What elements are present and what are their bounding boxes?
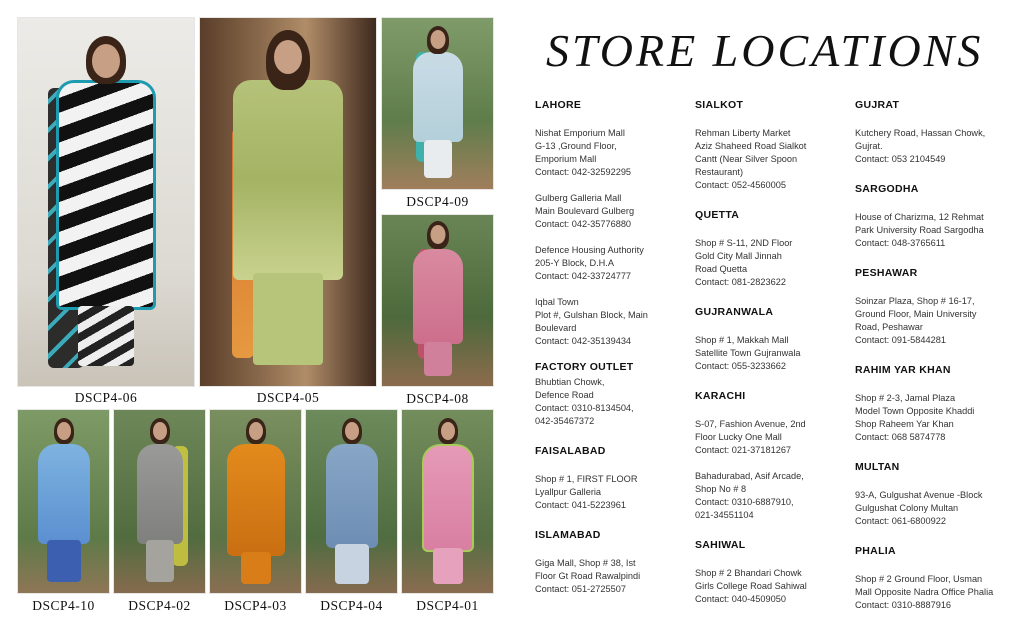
- store-entry: [695, 127, 845, 192]
- address-line: Defence Road: [535, 390, 594, 400]
- contact-line: Contact: 041-5223961: [535, 500, 626, 510]
- store-entry: [855, 295, 1005, 347]
- address-line: Road Quetta: [695, 264, 748, 274]
- city-heading-lahore: LAHORE: [535, 99, 582, 111]
- product-photo-dscp4-04[interactable]: [305, 409, 398, 594]
- contact-line: Contact: 068 5874778: [855, 432, 946, 442]
- address-line: Girls College Road Sahiwal: [695, 581, 807, 591]
- product-photo-dscp4-05[interactable]: [199, 17, 377, 387]
- product-code-dscp4-01: DSCP4-01: [416, 598, 479, 613]
- address-line: Soinzar Plaza, Shop # 16-17,: [855, 296, 975, 306]
- city-heading-rahim-yar-khan: RAHIM YAR KHAN: [855, 364, 951, 376]
- contact-line: 042-35467372: [535, 416, 595, 426]
- city-heading-faisalabad: FAISALABAD: [535, 445, 606, 457]
- store-entry: [695, 567, 845, 606]
- address-line: Iqbal Town: [535, 297, 579, 307]
- contact-line: Contact: 021-37181267: [695, 445, 792, 455]
- address-line: Plot #, Gulshan Block, Main: [535, 310, 648, 320]
- store-column-1: [535, 99, 685, 609]
- address-line: Gulberg Galleria Mall: [535, 193, 622, 203]
- address-line: Park University Road Sargodha: [855, 225, 984, 235]
- address-line: Shop # 1, FIRST FLOOR: [535, 474, 638, 484]
- store-entry: [695, 418, 845, 457]
- store-entry: [695, 237, 845, 289]
- store-entry: [535, 244, 685, 283]
- contact-line: Contact: 053 2104549: [855, 154, 946, 164]
- store-entry: [855, 127, 1005, 166]
- address-line: Shop # 1, Makkah Mall: [695, 335, 789, 345]
- contact-line: Contact: 042-35139434: [535, 336, 632, 346]
- product-code-dscp4-09: DSCP4-09: [406, 194, 469, 209]
- address-line: Restaurant): [695, 167, 744, 177]
- store-column-2: [695, 99, 845, 619]
- contact-line: Contact: 042-33724777: [535, 271, 632, 281]
- address-line: Rehman Liberty Market: [695, 128, 791, 138]
- address-line: Gulgushat Colony Multan: [855, 503, 959, 513]
- address-line: G-13 ,Ground Floor,: [535, 141, 617, 151]
- address-line: Defence Housing Authority: [535, 245, 644, 255]
- contact-line: Contact: 052-4560005: [695, 180, 786, 190]
- contact-line: Contact: 042-32592295: [535, 167, 632, 177]
- product-photo-dscp4-01[interactable]: [401, 409, 494, 594]
- store-entry: [695, 470, 845, 522]
- city-heading-sargodha: SARGODHA: [855, 183, 919, 195]
- address-line: Gujrat.: [855, 141, 883, 151]
- store-entry: [535, 296, 685, 348]
- product-code-dscp4-05: DSCP4-05: [256, 390, 320, 405]
- contact-line: 021-34551104: [695, 510, 754, 520]
- store-entry: [855, 211, 1005, 250]
- product-code-dscp4-04: DSCP4-04: [320, 598, 383, 613]
- product-code-dscp4-02: DSCP4-02: [128, 598, 191, 613]
- address-line: Model Town Opposite Khaddi: [855, 406, 975, 416]
- address-line: House of Charizma, 12 Rehmat: [855, 212, 984, 222]
- city-heading-sialkot: SIALKOT: [695, 99, 744, 111]
- address-line: Mall Opposite Nadra Office Phalia: [855, 587, 994, 597]
- contact-line: Contact: 048-3765611: [855, 238, 946, 248]
- store-column-3: [855, 99, 1005, 625]
- store-entry: [855, 392, 1005, 444]
- contact-line: Contact: 055-3233662: [695, 361, 786, 371]
- address-line: Gold City Mall Jinnah: [695, 251, 782, 261]
- address-line: Shop # 2 Ground Floor, Usman: [855, 574, 983, 584]
- city-heading-sahiwal: SAHIWAL: [695, 539, 746, 551]
- product-code-dscp4-03: DSCP4-03: [224, 598, 287, 613]
- address-line: Bahadurabad, Asif Arcade,: [695, 471, 804, 481]
- contact-line: Contact: 051-2725507: [535, 584, 626, 594]
- contact-line: Contact: 0310-6887910,: [695, 497, 794, 507]
- store-entry: [855, 489, 1005, 528]
- address-line: Boulevard: [535, 323, 577, 333]
- city-heading-phalia: PHALIA: [855, 545, 896, 557]
- address-line: Road, Peshawar: [855, 322, 923, 332]
- contact-line: Contact: 042-35776880: [535, 219, 632, 229]
- address-line: 93-A, Gulgushat Avenue -Block: [855, 490, 983, 500]
- store-entry: [535, 192, 685, 231]
- address-line: Floor Gt Road Rawalpindi: [535, 571, 641, 581]
- city-heading-gujrat: GUJRAT: [855, 99, 900, 111]
- address-line: Floor Lucky One Mall: [695, 432, 782, 442]
- contact-line: Contact: 0310-8134504,: [535, 403, 634, 413]
- address-line: S-07, Fashion Avenue, 2nd: [695, 419, 806, 429]
- product-code-dscp4-06: DSCP4-06: [74, 390, 138, 405]
- address-line: Nishat Emporium Mall: [535, 128, 625, 138]
- address-line: Shop Raheem Yar Khan: [855, 419, 954, 429]
- city-heading-karachi: KARACHI: [695, 390, 746, 402]
- address-line: Kutchery Road, Hassan Chowk,: [855, 128, 986, 138]
- store-entry: [535, 557, 685, 596]
- contact-line: Contact: 091-5844281: [855, 335, 946, 345]
- address-line: Emporium Mall: [535, 154, 597, 164]
- address-line: Lyallpur Galleria: [535, 487, 602, 497]
- address-line: Ground Floor, Main University: [855, 309, 977, 319]
- address-line: Shop # 2-3, Jamal Plaza: [855, 393, 956, 403]
- city-heading-multan: MULTAN: [855, 461, 900, 473]
- address-line: Giga Mall, Shop # 38, Ist: [535, 558, 636, 568]
- address-line: Satellite Town Gujranwala: [695, 348, 801, 358]
- address-line: 205-Y Block, D.H.A: [535, 258, 614, 268]
- product-code-dscp4-10: DSCP4-10: [32, 598, 95, 613]
- address-line: Aziz Shaheed Road Sialkot: [695, 141, 807, 151]
- product-photo-dscp4-03[interactable]: [209, 409, 302, 594]
- store-entry: [535, 376, 685, 428]
- address-line: Bhubtian Chowk,: [535, 377, 605, 387]
- product-photo-dscp4-10[interactable]: [17, 409, 110, 594]
- address-line: Main Boulevard Gulberg: [535, 206, 635, 216]
- product-photo-dscp4-09[interactable]: [381, 17, 494, 190]
- city-heading-islamabad: ISLAMABAD: [535, 529, 601, 541]
- address-line: Shop # 2 Bhandari Chowk: [695, 568, 802, 578]
- city-heading-peshawar: PESHAWAR: [855, 267, 918, 279]
- store-entry: [855, 573, 1005, 612]
- store-entry: [535, 473, 685, 512]
- product-photo-dscp4-02[interactable]: [113, 409, 206, 594]
- contact-line: Contact: 0310-8887916: [855, 600, 952, 610]
- store-entry: [535, 127, 685, 179]
- page-title: STORE LOCATIONS: [546, 25, 984, 76]
- city-heading-gujranwala: GUJRANWALA: [695, 306, 774, 318]
- product-photo-dscp4-06[interactable]: [17, 17, 195, 387]
- product-photo-dscp4-08[interactable]: [381, 214, 494, 387]
- address-line: Cantt (Near Silver Spoon: [695, 154, 798, 164]
- contact-line: Contact: 081-2823622: [695, 277, 786, 287]
- store-entry: [695, 334, 845, 373]
- address-line: Shop No # 8: [695, 484, 747, 494]
- address-line: Shop # S-11, 2ND Floor: [695, 238, 793, 248]
- contact-line: Contact: 061-6800922: [855, 516, 946, 526]
- product-code-dscp4-08: DSCP4-08: [406, 391, 469, 406]
- city-heading-quetta: QUETTA: [695, 209, 740, 221]
- city-heading-factory-outlet: FACTORY OUTLET: [535, 361, 634, 373]
- contact-line: Contact: 040-4509050: [695, 594, 786, 604]
